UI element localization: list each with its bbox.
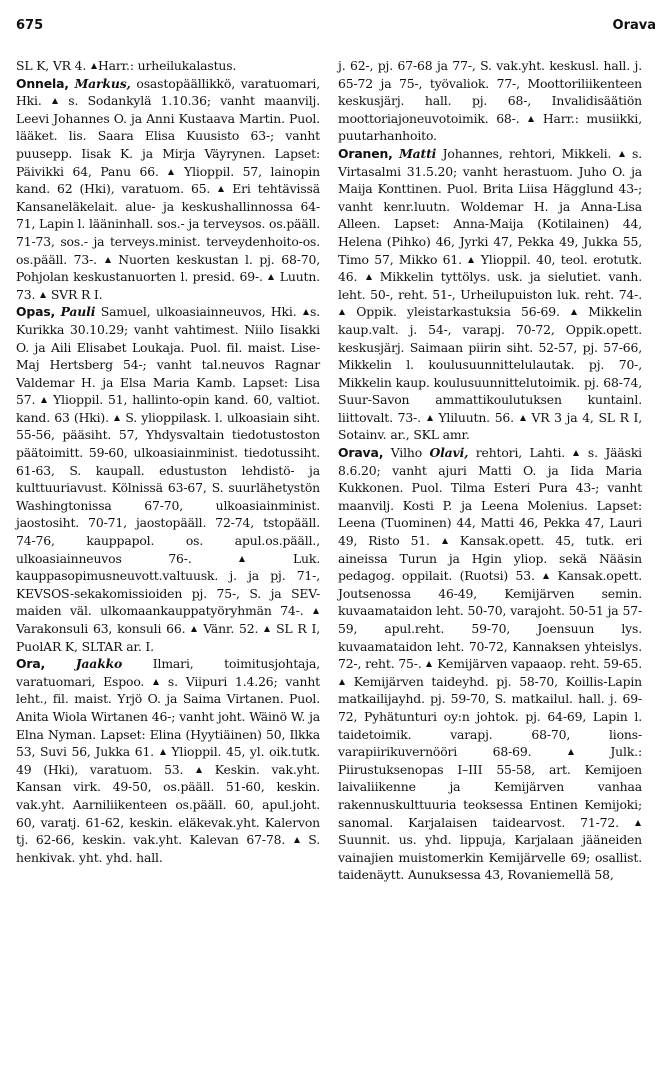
entry-text: Kansak.opett. 45, tutk. eri aineissa Turun ja Hgin yliop. sekä Nääsin pedagog. oppilait. (Ruotsi) 53.	[338, 533, 643, 584]
triangle-bullet-icon	[114, 415, 120, 421]
biography-entry	[338, 444, 642, 884]
entry-surname: Oranen,	[338, 145, 393, 161]
entry-given-name: Markus,	[74, 75, 131, 91]
entry-text: Ylioppil. 45, yl. oik.tutk. 49 (Hki), varatuom. 53.	[16, 744, 320, 777]
biography-entry	[16, 57, 320, 75]
triangle-bullet-icon	[619, 151, 625, 157]
entry-text: Mikkelin kaup.valt. j. 54-, varapj. 70-72, Oppik.opett. keskusjärj. Saimaan piirin siht. 52-57, pj. 57-66, Mikkelin l. koulusuunnittelulautak. pj. 70-, Mikkelin kaup. koulusuunnittelutoimik. pj. 68-74, Suur-Savon ammattikoulutuksen kuntainl. liittovalt. 73-.	[338, 304, 642, 425]
entry-text: Kemijärven vapaaop. reht. 59-65.	[433, 656, 642, 672]
entry-text: Harr.: musiikki, puutarhanhoito.	[338, 110, 642, 144]
page-header	[16, 18, 656, 40]
entry-text: s. Viipuri 1.4.26; vanht leht., fil. maist. Yrjö O. ja Saima Virtanen. Puol. Anita Wiola Wirtanen 46-; vanht joht. Wäinö W. ja Elna Nyman. Lapset: Elina (Hyytiäinen) 50, Ilkka 53, Suvi 56, Jukka 61.	[16, 673, 320, 760]
triangle-bullet-icon	[40, 292, 46, 298]
biography-entry	[338, 57, 642, 145]
triangle-bullet-icon	[294, 837, 300, 843]
entry-text	[45, 656, 76, 671]
biography-entry	[16, 655, 320, 866]
entry-text: Luk. kauppasopimusneuvott.valtuusk. j. ja pj. 71-, KEVSOS-sekakomissioiden pj. 75-, S. ja SEV-maiden väl. ulkomaankauppatyöryhmän 74-.	[16, 550, 320, 619]
triangle-bullet-icon	[468, 257, 474, 263]
entry-text: Suunnit. us. yhd. lippuja, Karjalaan jääneiden vainajien muistomerkin Kemijärvelle 69; osallist. taidenäytt. Aunuksessa 43, Rovaniemellä 58,	[338, 832, 642, 883]
triangle-bullet-icon	[239, 556, 245, 562]
triangle-bullet-icon	[313, 608, 319, 614]
triangle-bullet-icon	[191, 626, 197, 632]
triangle-bullet-icon	[573, 450, 579, 456]
entry-text: Ylioppil. 57, lainopin kand. 62 (Hki), varatuom. 65.	[16, 163, 320, 197]
entry-text: Samuel, ulkoasiainneuvos, Hki.	[95, 304, 302, 320]
triangle-bullet-icon	[268, 274, 274, 280]
entry-text: SVR R I.	[47, 286, 103, 302]
entry-text: s. Jääski 8.6.20; vanht ajuri Matti O. ja Iida Maria Kukkonen. Puol. Tilma Esteri Pura 43-; vanht maanvilj. Kosti P. ja Leena Molenius. Lapset: Leena (Tuominen) 44, Matti 46, Pekka 47, Lauri 49, Risto 51.	[338, 445, 642, 549]
right-column	[338, 57, 642, 884]
entry-text: s. Kurikka 30.10.29; vanht vahtimest. Niilo Iisakki O. ja Aili Elisabet Loukaja. Puol. fil. maist. Lise-Maj Hertsberg 54-; vanht tal.neuvos Ragnar Valdemar H. ja Elsa Maria Kamb. Lapset: Lisa 57.	[16, 304, 320, 408]
entry-text: Ylioppil. 40, teol. erotutk. 46.	[338, 251, 642, 285]
entry-text: osastopäällikkö, varatuomari, Hki.	[16, 75, 320, 109]
entry-text: SL R I, PuolAR K, SLTAR ar. I.	[16, 621, 320, 654]
entry-given-name: Olavi,	[429, 445, 469, 461]
entry-text: VR 3 ja 4, SL R I, Sotainv. ar., SKL amr.	[338, 409, 643, 443]
entry-text: Ylioppil. 51, hallinto-opin kand. 60, valtiot. kand. 63 (Hki).	[16, 392, 320, 425]
entry-surname: Orava,	[338, 445, 384, 461]
running-head: Orava	[612, 18, 656, 33]
triangle-bullet-icon	[303, 309, 309, 315]
triangle-bullet-icon	[571, 309, 577, 315]
triangle-bullet-icon	[528, 116, 534, 122]
triangle-bullet-icon	[442, 538, 448, 544]
entry-text: Vänr. 52.	[198, 621, 264, 636]
entry-text: s. Sodankylä 1.10.36; vanht maanvilj. Leevi Johannes O. ja Anni Kustaava Martin. Puol. lääket. lis. Saara Elisa Kuusisto 63-; vanht puusepp. Iisak K. ja Mirja Väyrynen. Lapset: Päivikki 64, Panu 66.	[16, 93, 320, 179]
entry-text: Julk.: Piirustuksenopas I–III 55-58, art. Kemijoen laivaliikenne ja Kemijärven vanhaa rakennuskulttuuria teoksessa Entinen Kemijoki; sanomal. Karjalaisen taidearvost. 71-72.	[338, 744, 642, 830]
triangle-bullet-icon	[196, 767, 202, 773]
entry-text: Harr.: urheilukalastus.	[97, 58, 237, 73]
entry-text: rehtori, Lahti.	[468, 445, 573, 461]
triangle-bullet-icon	[52, 98, 58, 104]
biography-entry	[16, 75, 320, 304]
entry-text: Nuorten keskustan l. pj. 68-70, Pohjolan keskustanuorten l. presid. 69-.	[16, 251, 320, 285]
triangle-bullet-icon	[568, 749, 574, 755]
entry-text: Vilho	[383, 445, 430, 461]
entry-text: Kansak.opett. Joutsenossa 46-49, Kemijärven semin. kuvaamataidon leht. 50-70, varajoht. 50-51 ja 57-59, apul.reht. 59-70, Joensuun lys. kuvaamataidon leht. 70-72, Kannaksen yhteislys. 72-, reht. 75-.	[338, 568, 642, 672]
triangle-bullet-icon	[339, 309, 345, 315]
triangle-bullet-icon	[105, 257, 111, 263]
entry-surname: Opas,	[16, 304, 56, 320]
entry-text: S. henkivak. yht. yhd. hall.	[16, 832, 320, 865]
entry-text: S. ylioppilask. l. ulkoasiain siht. 55-56, pääsiht. 57, Yhdysvaltain tiedotustoston päätoimitt. 59-60, ulkoasiainminist. tiedotussiht. 61-63, S. kaupall. edustuston lehdistö- ja kulttuuriavust. Kölnissä 63-67, S. suurlähetystön Washingtonissa 67-70, ulkoasiainminist. jaostosiht. 70-71, jaostopääll. 72-74, tstopääll. 74-76, kauppapol. os. apul.os.pääll., ulkoasiainneuvos 76-.	[16, 409, 321, 566]
triangle-bullet-icon	[218, 186, 224, 192]
biography-entry	[338, 145, 642, 444]
entry-text: SL K, VR 4.	[16, 58, 90, 73]
entry-text: Eri tehtävissä Kansaneläkelait. alue- ja keskushallinnossa 64-71, Lapin l. lääninhall. sos.- ja terveysos. os.pääll. 71-73, sos.- ja terveys.minist. terveydenhoito-os. os.pääll. 73-.	[16, 181, 321, 267]
biography-entry	[16, 303, 320, 655]
triangle-bullet-icon	[168, 169, 174, 175]
entry-text: Mikkelin tyttölys. usk. ja sielutiet. vanh. leht. 50-, reht. 51-, Urheilupuiston luk. reht. 74-.	[338, 269, 642, 302]
triangle-bullet-icon	[41, 397, 47, 403]
triangle-bullet-icon	[635, 820, 641, 826]
entry-text: Oppik. yleistarkastuksia 56-69.	[346, 304, 571, 320]
entry-surname: Onnela,	[16, 75, 69, 91]
entry-text: Keskin. vak.yht. Kansan virk. 49-50, os.pääll. 51-60, keskin. vak.yht. Aarniliikenteen os.pääll. 60, apul.joht. 60, varatj. 61-62, keskin. eläkevak.yht. Kalervon tj. 62-66, keskin. vak.yht. Kalevan 67-78.	[16, 761, 320, 848]
triangle-bullet-icon	[91, 63, 97, 69]
left-column	[16, 57, 320, 866]
entry-text: j. 62-, pj. 67-68 ja 77-, S. vak.yht. keskusl. hall. j. 65-72 ja 75-, työvaliok. 77-, Moottoriliikenteen keskusjärj. hall. pj. 68-, Invalidisäätiön moottoriajoneuvotoimik. 68-.	[338, 58, 642, 126]
page-number: 675	[16, 18, 44, 33]
triangle-bullet-icon	[160, 749, 166, 755]
entry-text: Kemijärven taideyhd. pj. 58-70, Koillis-Lapin matkailijayhd. pj. 59-70, S. matkailul. hall. j. 69-72, Pyhätunturi oy:n johtok. pj. 64-69, Lapin l. taidetoimik. varapj. 68-70, lions-varapiirikuvernööri 68-69.	[338, 673, 642, 760]
entry-given-name: Pauli	[60, 304, 96, 320]
entry-text: Varakonsuli 63, konsuli 66.	[16, 621, 191, 636]
entry-text: Ilmari, toimitusjohtaja, varatuomari, Espoo.	[16, 656, 320, 689]
entry-text: Johannes, rehtori, Mikkeli.	[436, 145, 618, 161]
triangle-bullet-icon	[543, 573, 549, 579]
entry-text: Yliluutn. 56.	[433, 409, 519, 425]
triangle-bullet-icon	[520, 415, 526, 421]
triangle-bullet-icon	[339, 679, 345, 685]
triangle-bullet-icon	[153, 679, 159, 685]
entry-text: Luutn. 73.	[16, 269, 320, 302]
triangle-bullet-icon	[366, 274, 372, 280]
entry-given-name: Jaakko	[75, 656, 123, 672]
triangle-bullet-icon	[426, 661, 432, 667]
entry-given-name: Matti	[399, 145, 437, 161]
entry-text: s. Virtasalmi 31.5.20; vanht herastuom. Juho O. ja Maija Konttinen. Puol. Brita Liisa Hägglund 43-; vanht kenr.luutn. Woldemar H. ja Anna-Lisa Alleen. Lapset: Anna-Maija (Kotilainen) 44, Helena (Pihko) 46, Jyrki 47, Pekka 49, Jukka 55, Timo 57, Mikko 61.	[338, 145, 642, 267]
triangle-bullet-icon	[264, 626, 270, 632]
triangle-bullet-icon	[427, 415, 433, 421]
entry-surname: Ora,	[16, 656, 46, 672]
